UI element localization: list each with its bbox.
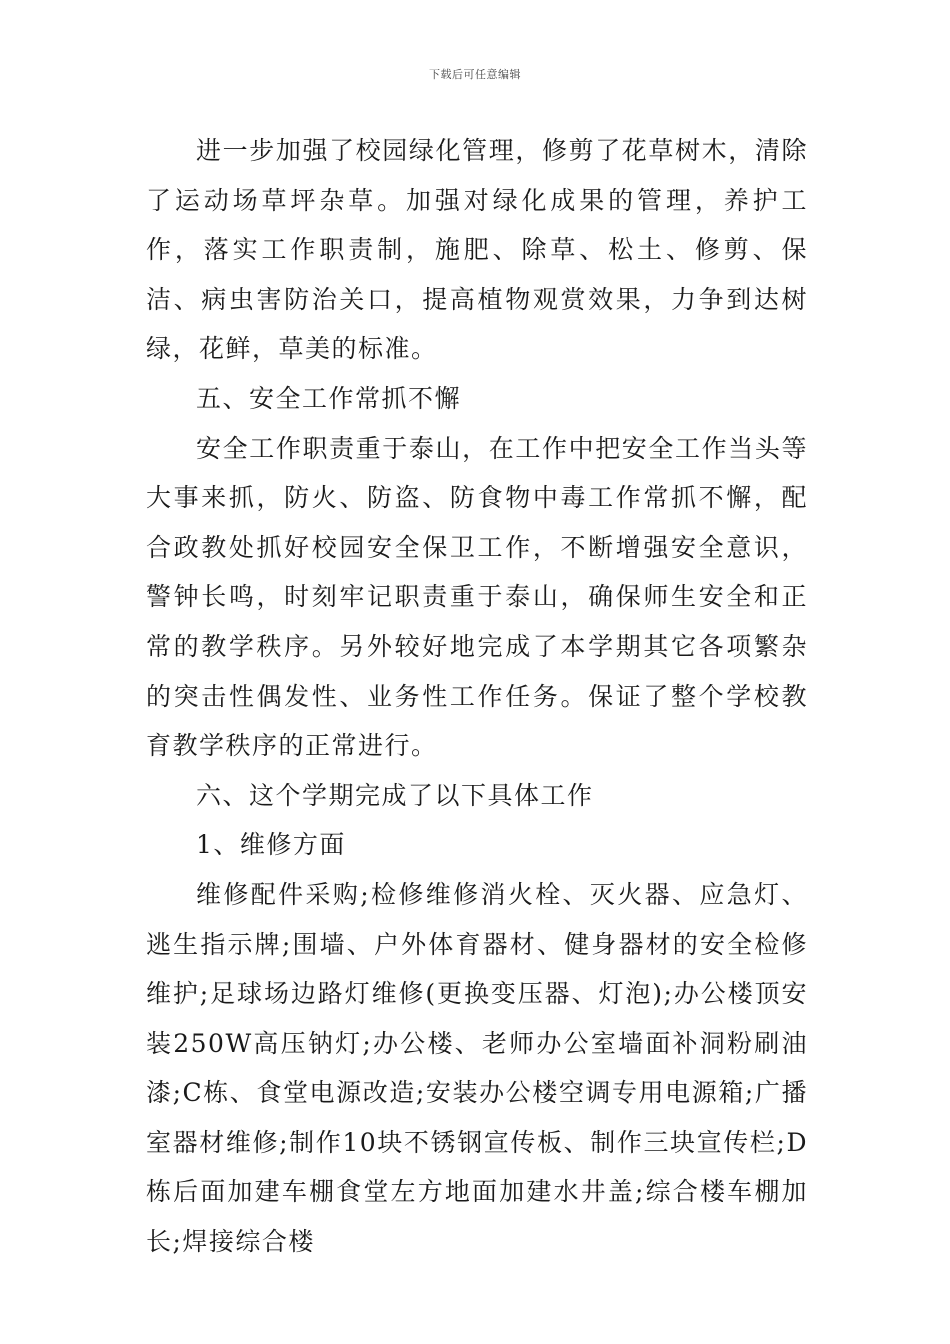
paragraph-safety: 安全工作职责重于泰山，在工作中把安全工作当头等大事来抓，防火、防盗、防食物中毒工作常抓不懈，配合政教处抓好校园安全保卫工作，不断增强安全意识，警钟长鸣，时刻牢记职责重于泰山，确保师生安全和正常的教学秩序。另外较好地完成了本学期其它各项繁杂的突击性偶发性、业务性工作任务。保证了整个学校教育教学秩序的正常进行。 bbox=[146, 433, 808, 761]
header-note: 下载后可任意编辑 bbox=[429, 68, 521, 81]
paragraph-greening: 进一步加强了校园绿化管理，修剪了花草树木，清除了运动场草坪杂草。加强对绿化成果的管理，养护工作，落实工作职责制，施肥、除草、松土、修剪、保洁、病虫害防治关口，提高植物观赏效果，力争到达树绿，花鲜，草美的标准。 bbox=[146, 136, 808, 364]
paragraph-maintenance: 维修配件采购;检修维修消火栓、灭火器、应急灯、逃生指示牌;围墙、户外体育器材、健身器材的安全检修维护;足球场边路灯维修(更换变压器、灯泡);办公楼顶安装250W高压钠灯;办公楼、老师办公室墙面补洞粉刷油漆;C栋、食堂电源改造;安装办公楼空调专用电源箱;广播室器材维修;制作10块不锈钢宣传板、制作三块宣传栏;D栋后面加建车棚食堂左方地面加建水井盖;综合楼车棚加长;焊接综合楼 bbox=[146, 879, 808, 1257]
section-heading-tasks: 六、这个学期完成了以下具体工作 bbox=[196, 780, 594, 810]
subsection-heading-maintenance: 1、维修方面 bbox=[196, 830, 346, 860]
section-heading-safety: 五、安全工作常抓不懈 bbox=[196, 383, 462, 413]
document-body bbox=[146, 126, 808, 1267]
